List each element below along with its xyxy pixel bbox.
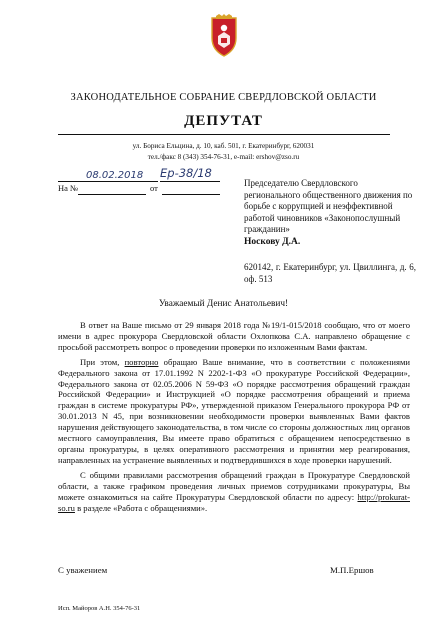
greeting: Уважаемый Денис Анатольевич! xyxy=(158,299,289,309)
p3-start: С общими правилами рассмотрения обращений граждан в Прокуратуре Свердловской области, а также графиком проведения личных приемов сотрудниками прокуратуры, Вы можете ознакомиться на сайте Прокуратуры Свердловской области по адресу: xyxy=(58,469,410,502)
handwritten-date: 08.02.2018 xyxy=(86,170,144,181)
paragraph-1: В ответ на Ваше письмо от 29 января 2018 года №19/1-015/2018 сообщаю, что от моего имени в адрес прокурора Свердловской области Охлопкова С.А. направлено обращение с просьбой рассмотреть вопрос о проведении проверки по изложенным Вами фактам. xyxy=(58,320,410,352)
letterhead-title: ДЕПУТАТ xyxy=(184,113,263,129)
letter-body xyxy=(58,320,410,517)
ref-date-line xyxy=(162,194,220,195)
executor-note: Исп. Майоров А.Н. 354-76-31 xyxy=(58,605,141,612)
letterhead-address xyxy=(0,141,447,163)
contacts-line: тел./факс 8 (343) 354-76-31, e-mail: ershov@zso.ru xyxy=(147,153,300,161)
paragraph-3 xyxy=(58,470,410,514)
no-label: На № xyxy=(58,183,79,193)
from-label: от xyxy=(150,183,158,193)
organization-name: ЗАКОНОДАТЕЛЬНОЕ СОБРАНИЕ СВЕРДЛОВСКОЙ ОБЛАСТИ xyxy=(70,92,377,103)
p3-end: в разделе «Работа с обращениями». xyxy=(74,502,208,513)
prosecutor-site-link[interactable]: http://prokurat-so.ru xyxy=(58,491,410,513)
p2-start: При этом, xyxy=(80,356,125,367)
handwritten-number: Ер-38/18 xyxy=(160,166,212,180)
closing: С уважением xyxy=(58,565,108,575)
recipient-name: Носкову Д.А. xyxy=(244,237,301,247)
paragraph-2 xyxy=(58,357,410,466)
coat-of-arms-icon xyxy=(208,14,240,58)
p2-rest: обращаю Ваше внимание, что в соответствии с положениями Федерального закона от 17.01.1992 N 2202-1-ФЗ «О прокуратуре Российской Федерации», Федерального закона от 02.05.2006 N 59-ФЗ «О порядке рассмотрения обращений граждан Российской Федерации» и Инструкцией «О порядке рассмотрения обращений и приема граждан в системе прокуратуры РФ», утвержденной приказом Генерального прокурора РФ от 30.01.2013 N 45, при возникновении необходимости проверки выявленных Вами фактов нарушения действующего законодательства, в том числе со стороны должностных лиц органов местного самоуправления, Вы имеете право обратиться с обращением непосредственно в органы прокуратуры, в целях оперативного рассмотрения и принятии мер реагирования, направленных на устранение выявленных и подтвердившихся в ходе проверки нарушений. xyxy=(58,356,410,465)
number-line xyxy=(160,181,220,182)
ref-number-line xyxy=(78,194,146,195)
p2-emphasis: повторно xyxy=(124,356,159,367)
recipient-position: Председателю Свердловского регионального общественного движения по борьбе с коррупцией и неэффективной работой чиновников «Законопослушный гражданин» xyxy=(244,178,413,235)
letterhead-divider xyxy=(58,134,390,135)
address-line: ул. Бориса Ельцина, д. 10, каб. 501, г. Екатеринбург, 620031 xyxy=(132,142,315,150)
date-line xyxy=(58,181,158,182)
recipient-address: 620142, г. Екатеринбург, ул. Цвиллинга, д. 6, оф. 513 xyxy=(244,262,416,284)
signer-name: М.П.Ершов xyxy=(330,565,374,575)
